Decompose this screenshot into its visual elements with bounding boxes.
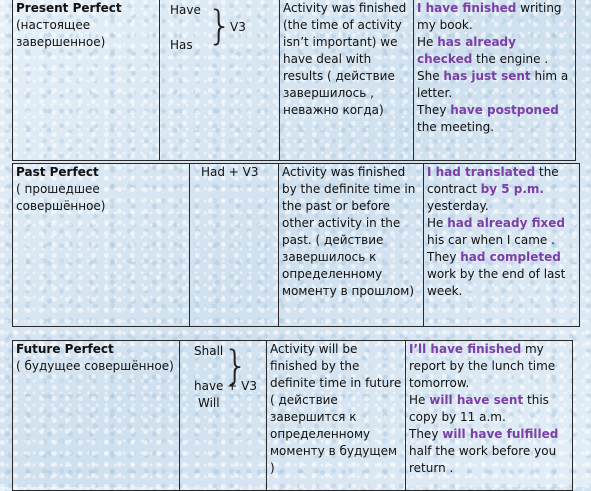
tense-name: Future Perfect [16, 342, 114, 356]
formula-have-v3: have + V3 [194, 379, 257, 393]
tense-name-cell [13, 341, 180, 491]
usage-cell [280, 0, 414, 161]
tense-name: Present Perfect [16, 1, 122, 15]
formula [183, 341, 263, 411]
formula-cell [190, 164, 279, 327]
formula-aux-shall: Shall [194, 344, 224, 358]
usage-cell [267, 341, 406, 491]
example-sentence: I’ll have finished my report by the lunch time tomorrow. [409, 342, 556, 390]
formula-cell [160, 0, 280, 161]
present-perfect-table [12, 0, 576, 161]
usage-cell [279, 164, 424, 327]
future-perfect-table [12, 340, 573, 491]
examples-cell [414, 0, 576, 161]
formula-aux-will: Will [198, 396, 220, 410]
formula [163, 0, 276, 60]
example-sentence: He will have sent this copy by 11 a.m. [409, 393, 549, 424]
tense-russian: ( будущее совершённое) [16, 359, 174, 373]
examples-cell [406, 341, 573, 491]
usage-text: Activity will be finished by the definite time in future ( действие завершится к определенному моменту в будущем ) [270, 342, 402, 475]
usage-text: Activity was finished by the definite time in the past or before other activity in the past. ( действие завершилось к определенному моменту в прошлом) [282, 165, 416, 298]
example-sentence: I have finished writing my book. [417, 1, 562, 32]
example-sentence: He had already fixed his car when I came . [427, 216, 565, 247]
tense-name-cell [13, 0, 160, 161]
past-perfect-table [12, 163, 580, 327]
formula-v3: V3 [230, 20, 246, 34]
brace-icon: } [223, 343, 249, 389]
tense-name-cell [13, 164, 190, 327]
example-sentence: They will have fulfilled half the work before you return . [409, 427, 559, 475]
formula-cell [180, 341, 267, 491]
examples-cell [424, 164, 580, 327]
formula-aux-has: Has [170, 38, 193, 52]
example-sentence: I had translated the contract by 5 p.m. yesterday. [427, 165, 559, 213]
tense-name: Past Perfect [16, 165, 99, 179]
formula-aux-have: Have [170, 3, 201, 17]
example-sentence: He has already checked the engine . [417, 35, 549, 66]
tense-russian: (настоящее завершенное) [16, 18, 106, 49]
brace-icon: } [207, 3, 233, 49]
example-sentence: They had completed work by the end of last week. [427, 250, 566, 298]
example-sentence: They have postponed the meeting. [417, 103, 559, 134]
tense-russian: ( прошедшее совершённое) [16, 182, 106, 213]
example-sentence: She has just sent him a letter. [417, 69, 569, 100]
usage-text: Activity was finished (the time of activity isn’t important) we have deal with results ( действие завершилось , неважно когда) [283, 1, 407, 117]
formula: Had + V3 [201, 165, 259, 179]
